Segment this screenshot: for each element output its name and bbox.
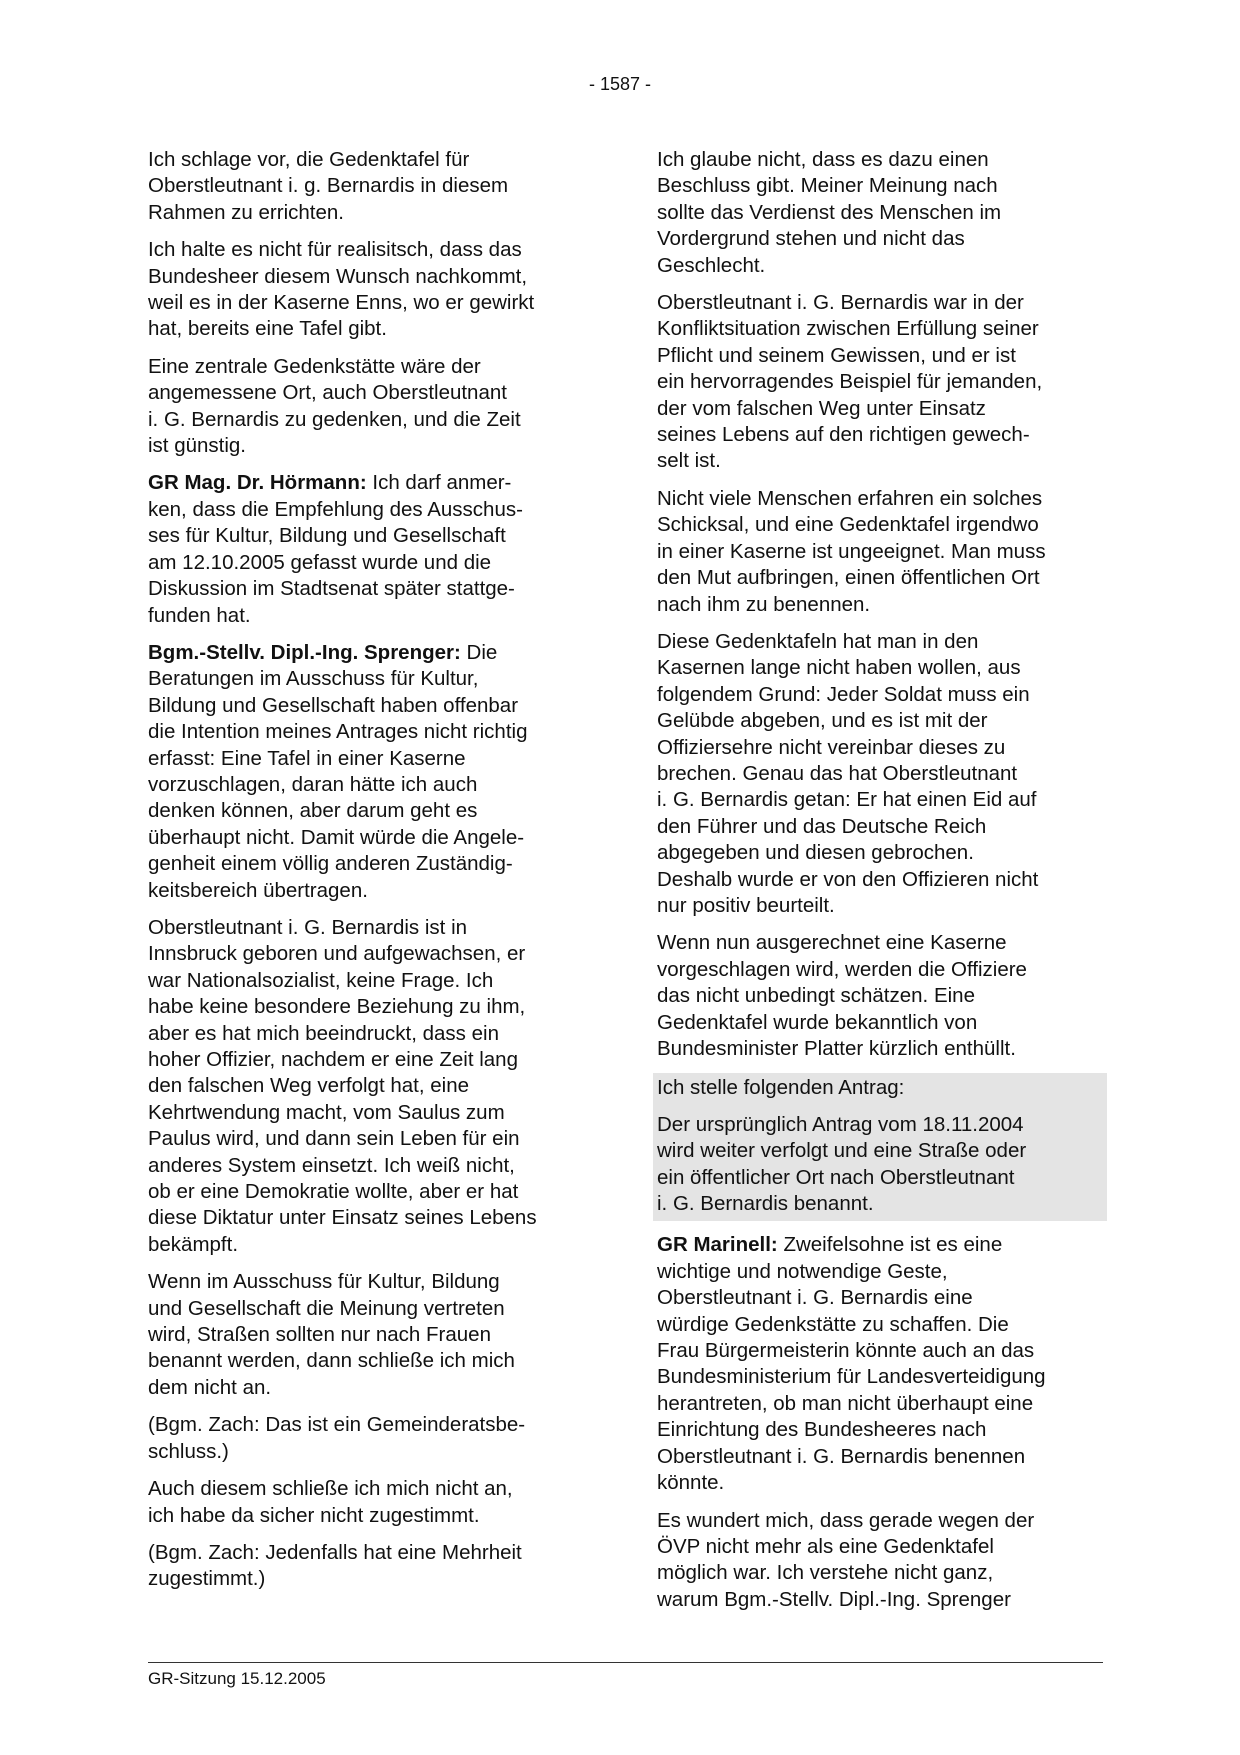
footer-divider [148, 1662, 1103, 1663]
paragraph: Ich halte es nicht für realisitsch, dass das Bundesheer diesem Wunsch nachkommt, weil es in der Kaserne Enns, wo er gewirkt hat, bereits eine Tafel gibt. [148, 238, 535, 341]
paragraph: GR Mag. Dr. Hörmann: Ich darf anmer- ken, dass die Empfehlung des Ausschus- ses für Kultur, Bildung und Gesellschaft am 12.10.2005 gefasst wurde und die Diskussion im Stadtsenat später stattge- funden hat. [148, 471, 523, 627]
paragraph: Nicht viele Menschen erfahren ein solches Schicksal, und eine Gedenktafel irgendwo in einer Kaserne ist ungeeignet. Man muss den Mut aufbringen, einen öffentlichen Ort nach ihm zu benennen. [657, 486, 1046, 616]
right-column [657, 147, 1103, 1624]
interjection: (Bgm. Zach: Das ist ein Gemeinderatsbe- schluss.) [148, 1413, 526, 1463]
paragraph: Bgm.-Stellv. Dipl.-Ing. Sprenger: Die Beratungen im Ausschuss für Kultur, Bildung und Gesellschaft haben offenbar die Intention meines Antrages nicht richtig erfasst: Eine Tafel in einer Kaserne vorzuschlagen, daran hätte ich auch denken können, aber darum geht es überhaupt nicht. Damit würde die Angele- genheit einem völlig anderen Zuständig- keitsbereich übertragen. [148, 640, 528, 902]
page-number: - 1587 - [588, 74, 652, 94]
paragraph: Ich glaube nicht, dass es dazu einen Beschluss gibt. Meiner Meinung nach sollte das Verdienst des Menschen im Vordergrund stehen und nicht das Geschlecht. [657, 148, 1002, 277]
interjection: (Bgm. Zach: Jedenfalls hat eine Mehrheit zugestimmt.) [148, 1540, 522, 1591]
paragraph: Oberstleutnant i. G. Bernardis war in der Konfliktsituation zwischen Erfüllung seiner Pflicht und seinem Gewissen, und er ist ein hervorragendes Beispiel für jemanden, der vom falschen Weg unter Einsatz seines Lebens auf den richtigen gewech- selt ist. [657, 291, 1043, 473]
paragraph: Diese Gedenktafeln hat man in den Kasernen lange nicht haben wollen, aus folgendem Grund: Jeder Soldat muss ein Gelübde abgeben, und es ist mit der Offiziersehre nicht vereinbar dieses zu brechen. Genau das hat Oberstleutnant i. G. Bernardis getan: Er hat einen Eid auf den Führer und das Deutsche Reich abgegeben und diesen gebrochen. Deshalb wurde er von den Offizieren nicht nur positiv beurteilt. [657, 629, 1039, 917]
paragraph: Eine zentrale Gedenkstätte wäre der angemessene Ort, auch Oberstleutnant i. G. Bernardis zu gedenken, und die Zeit ist günstig. [148, 354, 521, 458]
paragraph: Wenn nun ausgerechnet eine Kaserne vorgeschlagen wird, werden die Offiziere das nicht unbedingt schätzen. Eine Gedenktafel wurde bekanntlich von Bundesminister Platter kürzlich enthüllt. [657, 931, 1027, 1060]
paragraph: Es wundert mich, dass gerade wegen der ÖVP nicht mehr als eine Gedenktafel möglich war. Ich verstehe nicht ganz, warum Bgm.-Stellv. Dipl.-Ing. Sprenger [657, 1508, 1035, 1611]
paragraph: Wenn im Ausschuss für Kultur, Bildung und Gesellschaft die Meinung vertreten wird, Straßen sollten nur nach Frauen benannt werden, dann schließe ich mich dem nicht an. [148, 1270, 515, 1399]
paragraph: Oberstleutnant i. G. Bernardis ist in Innsbruck geboren und aufgewachsen, er war Nationalsozialist, keine Frage. Ich habe keine besondere Beziehung zu ihm, aber es hat mich beeindruckt, dass ein hoher Offizier, nachdem er eine Zeit lang den falschen Weg verfolgt hat, eine Kehrtwendung macht, vom Saulus zum Paulus wird, und dann sein Leben für ein anderes System einsetzt. Ich weiß nicht, ob er eine Demokratie wollte, aber er hat diese Diktatur unter Einsatz seines Lebens bekämpft. [148, 915, 537, 1256]
paragraph: GR Marinell: Zweifelsohne ist es eine wichtige und notwendige Geste, Oberstleutnant i. G. Bernardis eine würdige Gedenkstätte zu schaffen. Die Frau Bürgermeisterin könnte auch an das Bundesministerium für Landesverteidigung herantreten, ob man nicht überhaupt eine Einrichtung des Bundesheeres nach Oberstleutnant i. G. Bernardis benennen könnte. [657, 1233, 1046, 1495]
left-column [148, 147, 590, 1604]
speaker-name: Bgm.-Stellv. Dipl.-Ing. Sprenger: [148, 640, 461, 664]
motion-intro: Ich stelle folgenden Antrag: [657, 1076, 905, 1100]
paragraph: Ich schlage vor, die Gedenktafel für Oberstleutnant i. g. Bernardis in diesem Rahmen zu errichten. [148, 148, 509, 224]
speaker-name: GR Mag. Dr. Hörmann: [148, 471, 367, 495]
motion-text: Der ursprünglich Antrag vom 18.11.2004 wird weiter verfolgt und eine Straße oder ein öffentlicher Ort nach Oberstleutnant i. G. Bernardis benannt. [657, 1112, 1027, 1216]
motion-box [653, 1073, 1107, 1221]
footer-session-date: GR-Sitzung 15.12.2005 [148, 1669, 326, 1688]
paragraph: Auch diesem schließe ich mich nicht an, ich habe da sicher nicht zugestimmt. [148, 1477, 513, 1527]
speaker-name: GR Marinell: [657, 1233, 778, 1257]
